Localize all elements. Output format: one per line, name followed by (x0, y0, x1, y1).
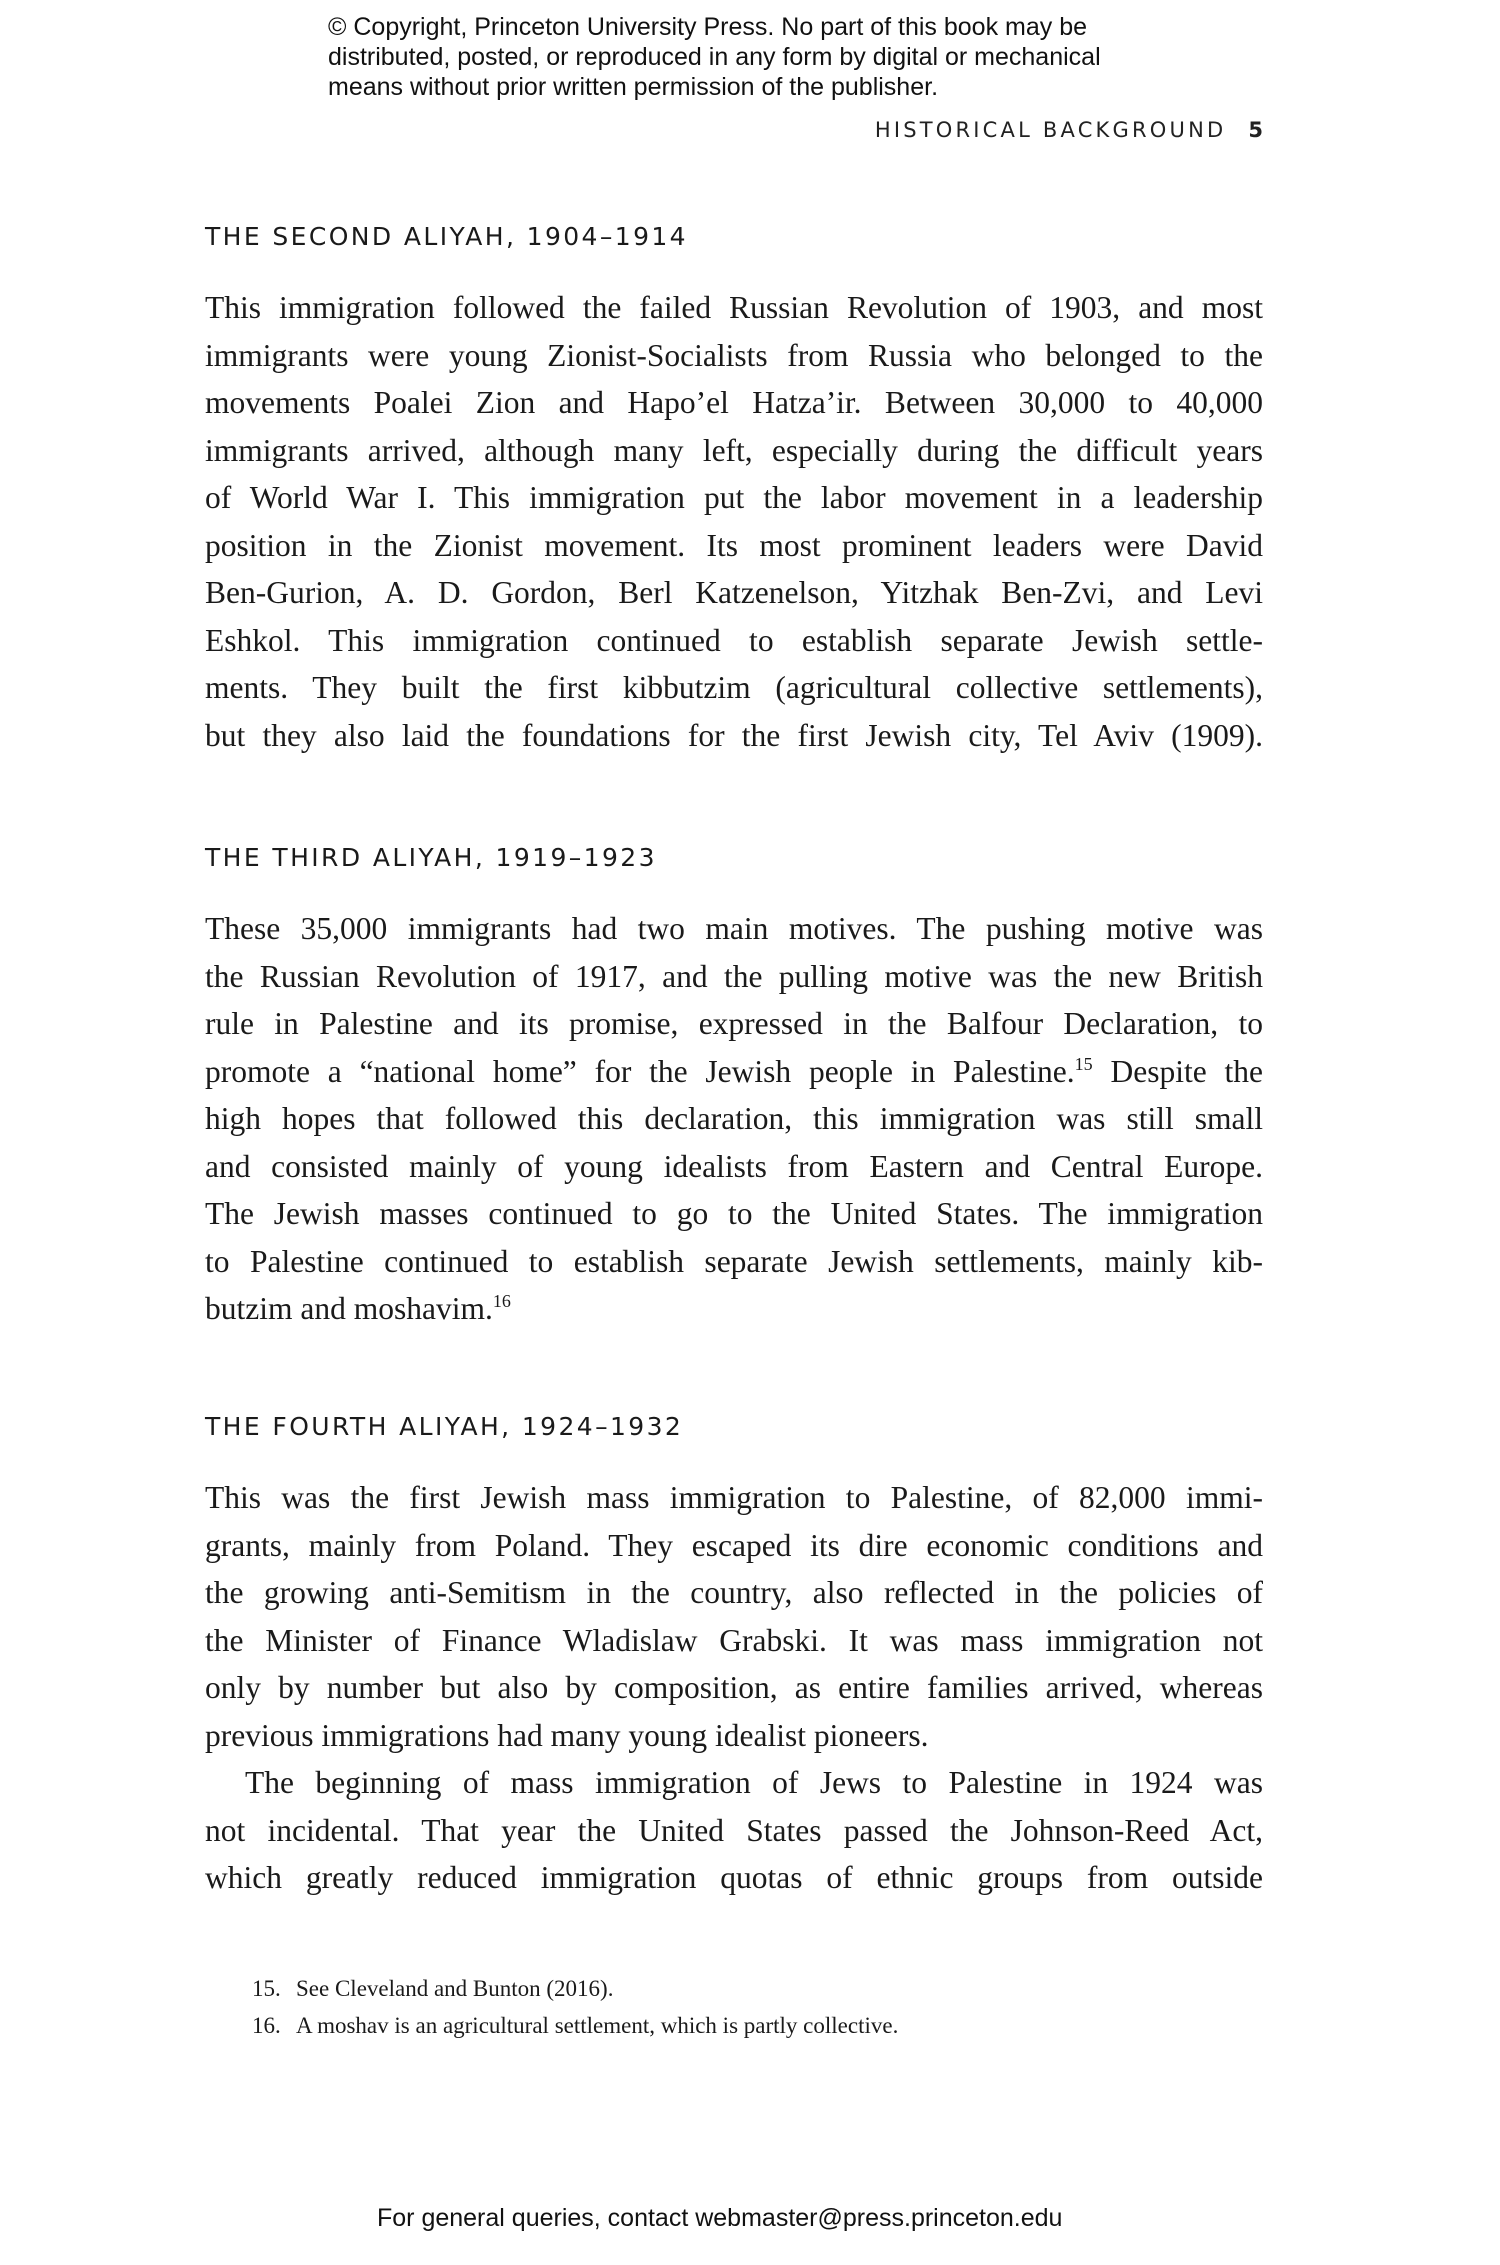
copyright-line: means without prior written permission of the publisher. (328, 73, 939, 101)
text-line: previous immigrations had many young idealist pioneers. (205, 1717, 929, 1753)
copyright-notice (328, 12, 1228, 102)
line-text: promote a “national home” for the Jewish people in Palestine. (205, 1053, 1075, 1089)
footnote-text: A moshav is an agricultural settlement, which is partly collective. (296, 2013, 899, 2038)
text-line: rule in Palestine and its promise, expressed in the Balfour Declaration, to (205, 1006, 1263, 1041)
copyright-line: distributed, posted, or reproduced in any form by digital or mechanical (328, 43, 1101, 71)
text-line: immigrants arrived, although many left, especially during the difficult years (205, 432, 1263, 468)
footnote-ref-15[interactable]: 15 (1074, 1053, 1093, 1074)
text-line: movements Poalei Zion and Hapo’el Hatza’ir. Between 30,000 to 40,000 (205, 385, 1263, 420)
section-heading-third-aliyah: THE THIRD ALIYAH, 1919–1923 (205, 843, 657, 872)
text-line: not incidental. That year the United States passed the Johnson-Reed Act, (205, 1812, 1263, 1848)
footnote-ref-16[interactable]: 16 (492, 1291, 511, 1311)
text-line: This was the first Jewish mass immigration to Palestine, of 82,000 immi- (205, 1480, 1263, 1515)
text-line: These 35,000 immigrants had two main motives. The pushing motive was (205, 911, 1263, 946)
section-body-second-aliyah (205, 284, 1263, 759)
line-text: Despite the (1092, 1053, 1263, 1089)
text-line: but they also laid the foundations for the first Jewish city, Tel Aviv (1909). (205, 717, 1263, 753)
section-heading-fourth-aliyah: THE FOURTH ALIYAH, 1924–1932 (205, 1412, 684, 1441)
text-line: the Minister of Finance Wladislaw Grabski. It was mass immigration not (205, 1622, 1263, 1658)
footnote-16 (252, 2007, 898, 2044)
text-line: This immigration followed the failed Russian Revolution of 1903, and most (205, 290, 1263, 325)
copyright-line: © Copyright, Princeton University Press. No part of this book may be (328, 13, 1088, 41)
text-line: high hopes that followed this declaration, this immigration was still small (205, 1101, 1263, 1136)
running-head (875, 118, 1263, 142)
text-line: Eshkol. This immigration continued to establish separate Jewish settle- (205, 622, 1263, 658)
text-line: position in the Zionist movement. Its most prominent leaders were David (205, 527, 1263, 563)
text-line: and consisted mainly of young idealists from Eastern and Central Europe. (205, 1148, 1263, 1184)
text-line: The Jewish masses continued to go to the United States. The immigration (205, 1196, 1263, 1231)
text-line: grants, mainly from Poland. They escaped its dire economic conditions and (205, 1527, 1263, 1563)
text-line: the Russian Revolution of 1917, and the pulling motive was the new British (205, 958, 1263, 994)
section-body-fourth-aliyah (205, 1474, 1263, 1902)
text-line: ments. They built the first kibbutzim (agricultural collective settlements), (205, 670, 1263, 705)
section-body-third-aliyah (205, 905, 1263, 1333)
text-line: to Palestine continued to establish separate Jewish settlements, mainly kib- (205, 1243, 1263, 1279)
line-text: butzim and moshavim. (205, 1291, 493, 1326)
footnote-text: See Cleveland and Bunton (2016). (296, 1976, 614, 2001)
running-head-title: HISTORICAL BACKGROUND (874, 118, 1227, 142)
text-line (205, 1048, 1263, 1096)
section-heading-second-aliyah: THE SECOND ALIYAH, 1904–1914 (205, 222, 688, 251)
text-line: the growing anti-Semitism in the country, also reflected in the policies of (205, 1575, 1263, 1610)
text-line: which greatly reduced immigration quotas of ethnic groups from outside (205, 1860, 1263, 1895)
text-line: of World War I. This immigration put the labor movement in a leadership (205, 480, 1263, 515)
footnotes (252, 1970, 898, 2044)
text-line: Ben-Gurion, A. D. Gordon, Berl Katzenelson, Yitzhak Ben-Zvi, and Levi (205, 575, 1263, 610)
footnote-15 (252, 1970, 898, 2007)
footer-contact: For general queries, contact webmaster@press.princeton.edu (377, 2204, 1063, 2232)
page-number: 5 (1248, 118, 1263, 142)
text-line (205, 1285, 1263, 1333)
text-line: only by number but also by composition, as entire families arrived, whereas (205, 1670, 1263, 1705)
footnote-number: 16. (252, 2013, 281, 2038)
footnote-number: 15. (252, 1976, 281, 2001)
text-line: immigrants were young Zionist-Socialists from Russia who belonged to the (205, 337, 1263, 373)
text-line: The beginning of mass immigration of Jews to Palestine in 1924 was (245, 1765, 1263, 1800)
